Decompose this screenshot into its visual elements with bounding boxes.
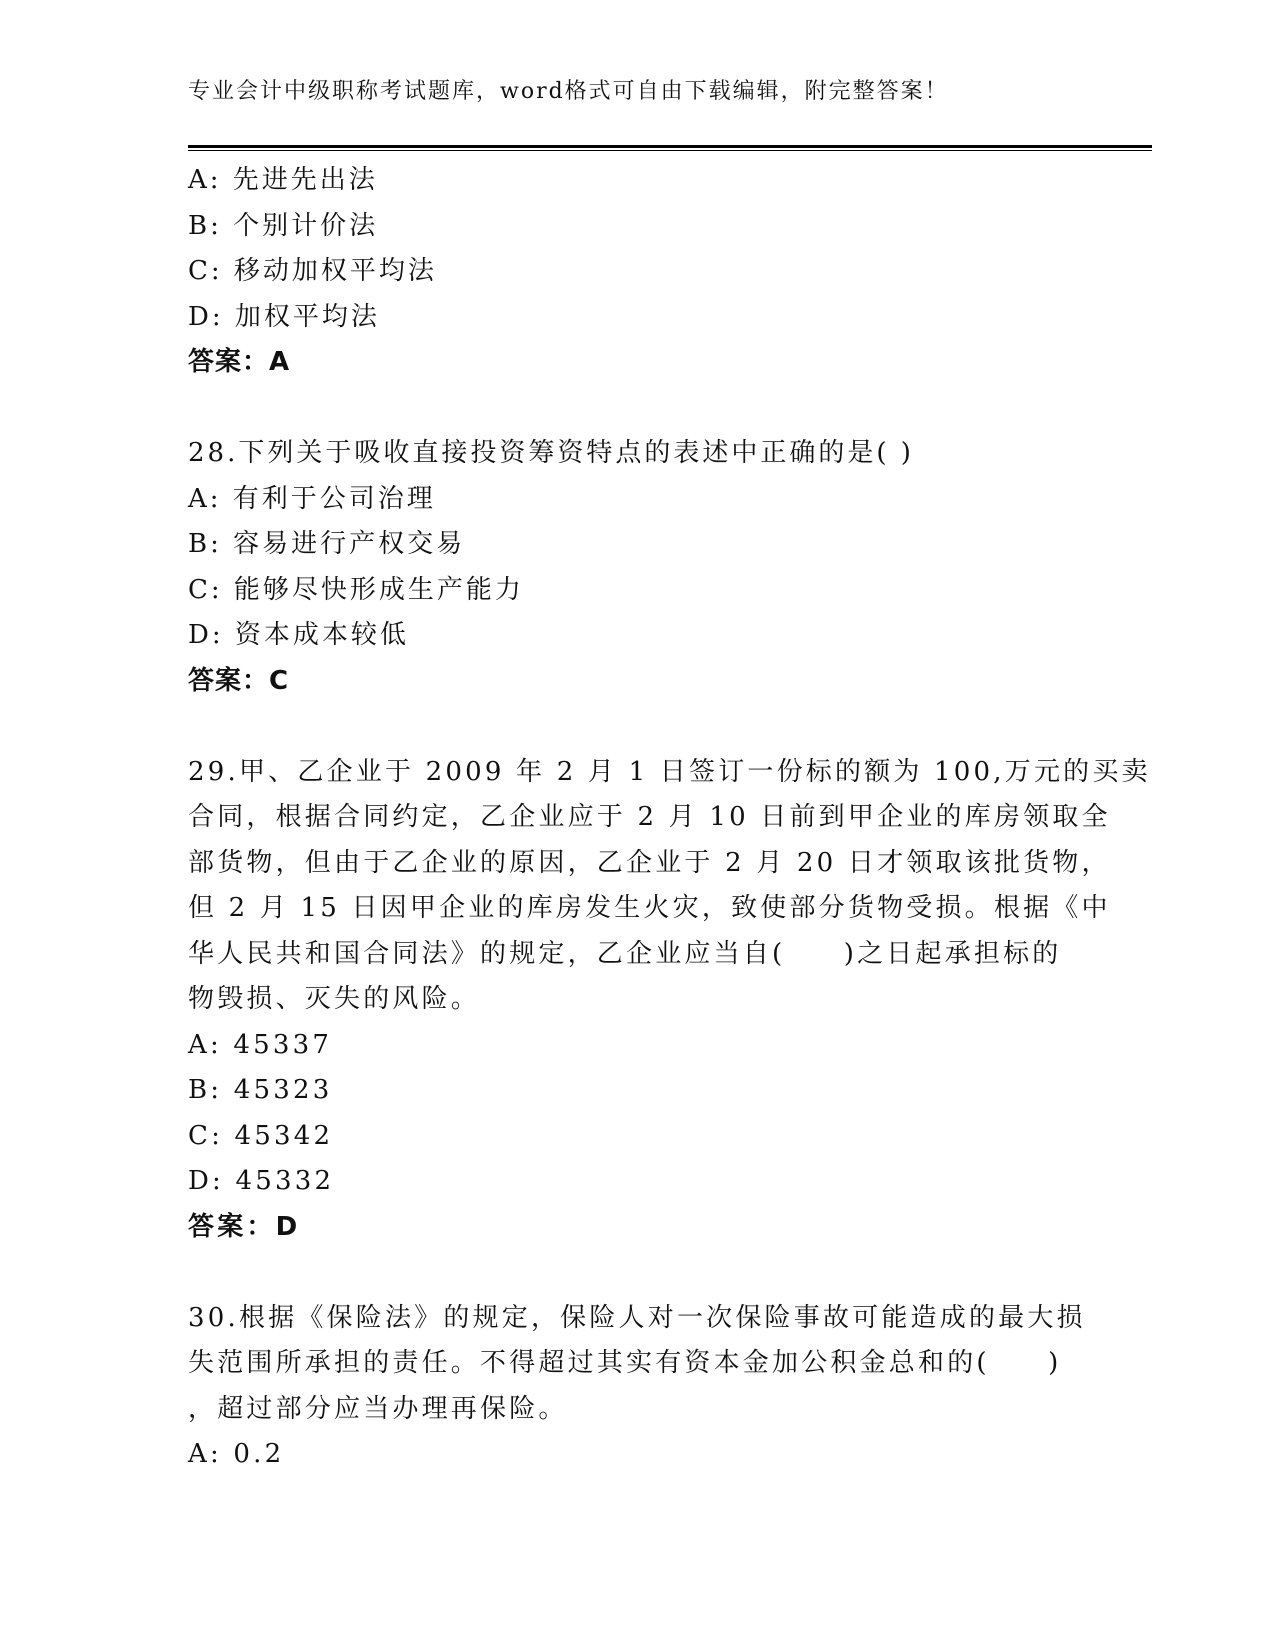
- question-content: [188, 158, 1151, 1478]
- question-text: 但 2 月 15 日因甲企业的库房发生火灾，致使部分货物受损。根据《中: [188, 893, 1111, 923]
- option-b: B: 45323: [188, 1075, 333, 1105]
- spacer: [188, 386, 1088, 432]
- question-text: 华人民共和国合同法》的规定，乙企业应当自( )之日起承担标的: [188, 938, 1062, 969]
- option-a: A: 45337: [188, 1029, 333, 1060]
- question-text: 29.甲、乙企业于 2009 年 2 月 1 日签订一份标的额为 100,万元的买卖: [188, 756, 1151, 787]
- question-block-30: [188, 1296, 1088, 1478]
- answer-line: 答案：D: [188, 1211, 301, 1242]
- question-text: ，超过部分应当办理再保险。: [188, 1393, 568, 1424]
- question-text: 部货物，但由于乙企业的原因，乙企业于 2 月 20 日才领取该批货物，: [188, 847, 1111, 878]
- option-a: A: 先进先出法: [188, 165, 378, 195]
- answer-line: 答案：A: [188, 347, 291, 377]
- header-divider-thin: [188, 150, 1152, 151]
- page-header: 专业会计中级职称考试题库，word格式可自由下载编辑，附完整答案！: [188, 79, 949, 104]
- question-text: 28.下列关于吸收直接投资筹资特点的表述中正确的是( ): [188, 438, 914, 468]
- header-divider: [188, 145, 1152, 148]
- option-a: A: 有利于公司治理: [188, 483, 436, 514]
- answer-line: 答案：C: [188, 665, 290, 696]
- question-block-29: [188, 750, 1151, 1251]
- option-d: D: 资本成本较低: [188, 620, 409, 650]
- question-block-27: [188, 158, 1088, 386]
- option-b: B: 个别计价法: [188, 210, 379, 241]
- spacer: [188, 704, 1088, 750]
- option-a: A: 0.2: [188, 1439, 285, 1469]
- question-text: 合同，根据合同约定，乙企业应于 2 月 10 日前到甲企业的库房领取全: [188, 802, 1111, 832]
- question-block-28: [188, 431, 1088, 704]
- option-b: B: 容易进行产权交易: [188, 529, 466, 559]
- option-c: C: 能够尽快形成生产能力: [188, 574, 524, 605]
- question-text: 物毁损、灭失的风险。: [188, 984, 481, 1014]
- option-d: D: 45332: [188, 1166, 335, 1196]
- option-c: C: 45342: [188, 1120, 334, 1151]
- spacer: [188, 1250, 1088, 1296]
- question-text: 30.根据《保险法》的规定，保险人对一次保险事故可能造成的最大损: [188, 1302, 1086, 1333]
- question-text: 失范围所承担的责任。不得超过其实有资本金加公积金总和的( ): [188, 1348, 1062, 1378]
- option-d: D: 加权平均法: [188, 301, 380, 332]
- option-c: C: 移动加权平均法: [188, 256, 437, 286]
